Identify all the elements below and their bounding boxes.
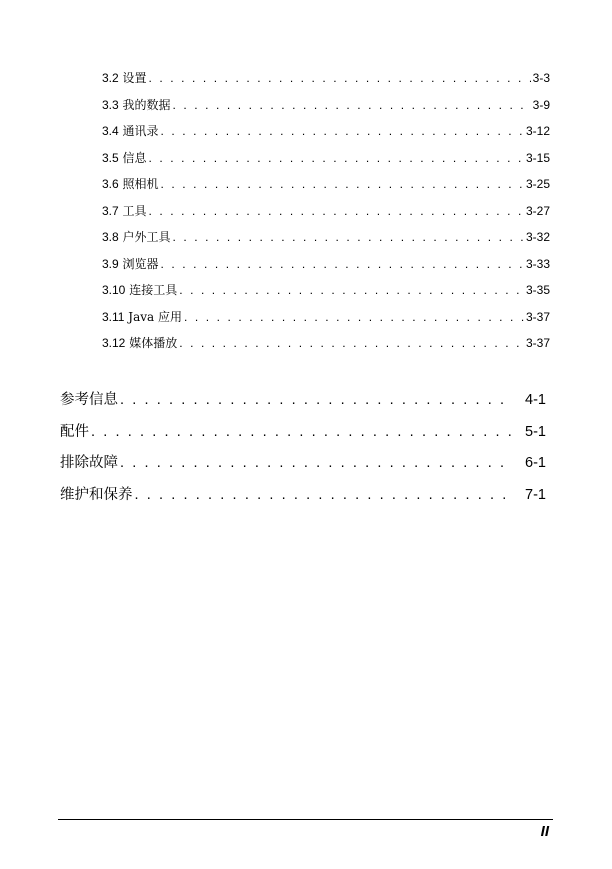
dot-leader: [91, 424, 513, 440]
toc-entry-page: 3-27: [525, 203, 550, 218]
toc-entry[interactable]: [102, 228, 550, 255]
dot-leader: [173, 98, 531, 112]
toc-subsection-list: [102, 69, 550, 361]
toc-entry-title: Java 应用: [128, 309, 183, 324]
toc-entry[interactable]: [102, 69, 550, 96]
toc-entry[interactable]: [102, 308, 550, 335]
toc-entry-number: 3.4: [102, 124, 119, 138]
toc-chapter-entry[interactable]: [60, 483, 546, 515]
toc-entry-page: 3-3: [532, 71, 550, 85]
toc-chapter-entry[interactable]: [60, 451, 546, 483]
toc-chapter-page: 6-1: [525, 455, 546, 471]
toc-entry-number: 3.6: [102, 177, 119, 191]
toc-entry-title: 连接工具: [129, 283, 178, 297]
toc-entry-title: 媒体播放: [129, 336, 178, 350]
dot-leader: [120, 455, 513, 471]
toc-entry-title: 设置: [122, 71, 147, 85]
toc-entry-number: 3.2: [102, 71, 119, 85]
toc-entry-title: 照相机: [122, 177, 159, 191]
toc-entry-page: 3-37: [525, 309, 550, 324]
toc-chapter-page: 7-1: [525, 486, 546, 503]
toc-entry-title: 我的数据: [122, 97, 171, 112]
toc-entry-title: 工具: [122, 203, 147, 218]
toc-chapter-page: 4-1: [525, 392, 546, 408]
toc-entry-title: 浏览器: [122, 256, 159, 271]
toc-entry-number: 3.5: [102, 150, 119, 165]
toc-entry[interactable]: [102, 281, 550, 308]
page-number: II: [540, 823, 549, 840]
toc-chapter-list: [60, 388, 546, 514]
toc-entry-page: 3-33: [525, 256, 550, 271]
dot-leader: [120, 392, 513, 408]
toc-chapter-entry[interactable]: [60, 388, 546, 420]
toc-entry-number: 3.7: [102, 203, 119, 218]
dot-leader: [179, 283, 524, 297]
toc-chapter-title: 排除故障: [60, 455, 118, 471]
dot-leader: [161, 124, 524, 138]
toc-entry[interactable]: [102, 255, 550, 282]
toc-entry[interactable]: [102, 122, 550, 149]
dot-leader: [149, 71, 531, 85]
toc-entry-page: 3-15: [525, 150, 550, 165]
dot-leader: [135, 487, 514, 503]
toc-entry-page: 3-12: [525, 124, 550, 138]
dot-leader: [161, 257, 524, 271]
toc-entry-page: 3-37: [525, 336, 550, 350]
dot-leader: [149, 204, 524, 218]
dot-leader: [149, 151, 524, 165]
toc-entry[interactable]: [102, 202, 550, 229]
dot-leader: [161, 177, 524, 191]
toc-entry[interactable]: [102, 96, 550, 123]
toc-entry-page: 3-35: [525, 283, 550, 297]
toc-entry-title: 户外工具: [122, 230, 171, 244]
toc-entry-number: 3.8: [102, 230, 119, 244]
toc-chapter-page: 5-1: [525, 423, 546, 440]
toc-entry[interactable]: [102, 175, 550, 202]
toc-entry-title: 通讯录: [122, 124, 159, 138]
toc-entry-number: 3.9: [102, 256, 119, 271]
toc-entry-title: 信息: [122, 150, 147, 165]
dot-leader: [184, 310, 524, 324]
toc-chapter-entry[interactable]: [60, 420, 546, 452]
toc-entry-page: 3-32: [525, 230, 550, 244]
toc-entry-number: 3.12: [102, 336, 126, 350]
toc-entry-number: 3.3: [102, 97, 119, 112]
toc-entry-page: 3-9: [532, 97, 550, 112]
toc-entry-page: 3-25: [525, 177, 550, 191]
toc-entry[interactable]: [102, 149, 550, 176]
toc-entry-number: 3.10: [102, 283, 126, 297]
toc-chapter-title: 参考信息: [60, 392, 118, 408]
footer-divider: [58, 819, 553, 820]
dot-leader: [173, 230, 524, 244]
toc-entry-number: 3.11: [102, 309, 125, 324]
dot-leader: [179, 336, 524, 350]
toc-chapter-title: 维护和保养: [60, 486, 133, 503]
toc-chapter-title: 配件: [60, 423, 89, 440]
toc-entry[interactable]: [102, 334, 550, 361]
